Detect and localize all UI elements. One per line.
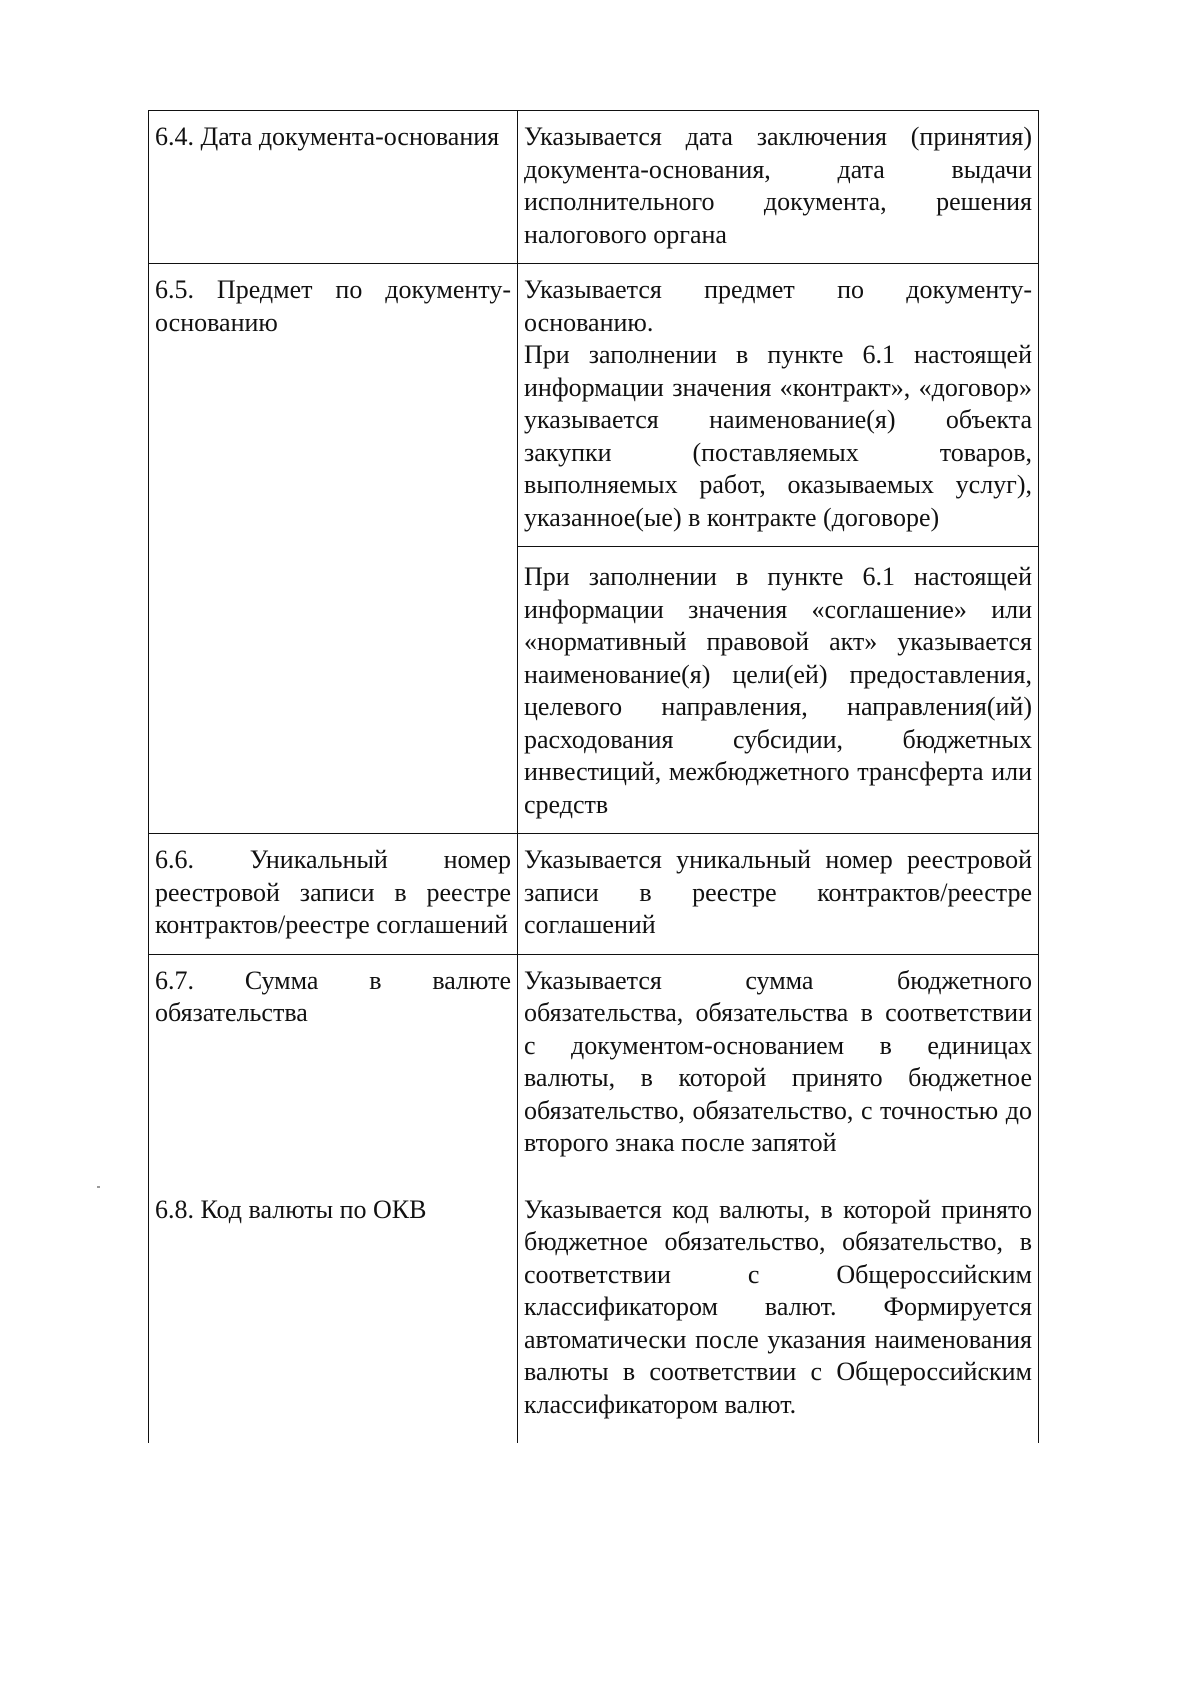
field-label-cell [149, 264, 518, 834]
field-description-cell [518, 1172, 1039, 1444]
field-description-cell [518, 264, 1039, 547]
table-row-6-5 [149, 264, 1039, 547]
field-label-cell [149, 834, 518, 955]
scan-speck [97, 1186, 100, 1188]
field-description: Указывается код валюты, в которой принято бюджетное обязательство, обязательство, в соответствии с Общероссийским классификатором валют. Формируется автоматически после указания наименования валюты в соответствии с Общероссийским классификатором валют. [524, 1194, 1032, 1419]
field-label: 6.7. Сумма в валюте обязательства [155, 965, 511, 1027]
field-label: 6.5. Предмет по документу-основанию [155, 275, 511, 337]
field-description-part-1: Указывается предмет по документу-основанию. [524, 275, 1032, 337]
table-row-6-4 [149, 111, 1039, 264]
field-label: 6.8. Код валюты по ОКВ [155, 1194, 427, 1224]
field-description-cell [518, 111, 1039, 264]
field-label: 6.6. Уникальный номер реестровой записи в реестре контрактов/реестре соглашений [155, 845, 511, 939]
field-label-cell [149, 111, 518, 264]
requirements-table [148, 110, 1039, 1443]
table-row-6-8 [149, 1172, 1039, 1444]
table-row-6-6 [149, 834, 1039, 955]
table-row-6-7 [149, 954, 1039, 1172]
field-description: Указывается сумма бюджетного обязательства, обязательства в соответствии с документом-основанием в единицах валюты, в которой принято бюджетное обязательство, обязательство, с точностью до второго знака после запятой [524, 965, 1032, 1157]
field-description: Указывается уникальный номер реестровой записи в реестре контрактов/реестре соглашений [524, 845, 1032, 939]
field-description-part-2: При заполнении в пункте 6.1 настоящей информации значения «контракт», «договор» указывается наименование(я) объекта закупки (поставляемых товаров, выполняемых работ, оказываемых услуг), указанное(ые) в контракте (договоре) [524, 340, 1032, 532]
field-description-cell [518, 547, 1039, 834]
field-description-cell [518, 954, 1039, 1172]
field-description-continued: При заполнении в пункте 6.1 настоящей информации значения «соглашение» или «нормативный правовой акт» указывается наименование(я) цели(ей) предоставления, целевого направления, направления(ий) расходования субсидии, бюджетных инвестиций, межбюджетного трансферта или средств [524, 562, 1032, 819]
field-label: 6.4. Дата документа-основания [155, 122, 500, 151]
field-description: Указывается дата заключения (принятия) документа-основания, дата выдачи исполнительного документа, решения налогового органа [524, 122, 1032, 249]
field-description-cell [518, 834, 1039, 955]
field-label-cell [149, 1172, 518, 1444]
field-label-cell [149, 954, 518, 1172]
